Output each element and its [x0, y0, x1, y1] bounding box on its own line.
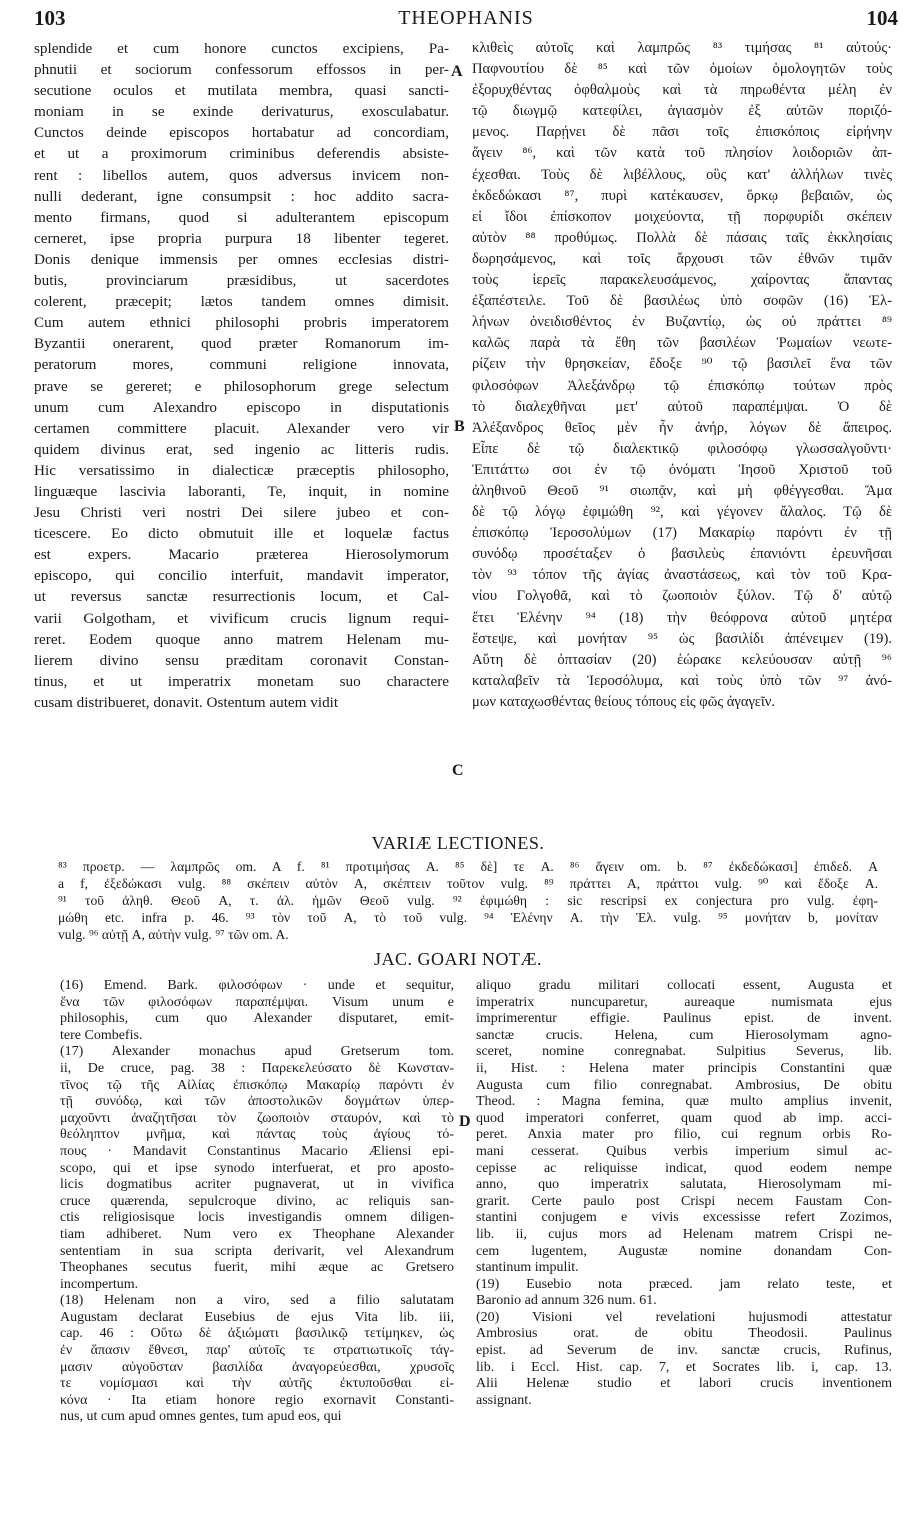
note-line: stantinum impulit. [476, 1260, 579, 1276]
note-line: incompertum. [60, 1276, 139, 1292]
latin-text-line: tinus, et ut imperatrix monetam suo charactere [34, 672, 449, 690]
latin-text-line: cusam distribueret, donavit. Ostentum autem vidit [34, 693, 339, 711]
note-line: ii, Hist. : Helena mater principis Constantini quæ [476, 1060, 892, 1076]
note-line: ἐν ἅπασιν ἔθνεσι, παρ' αὐτοῖς τε στρατιωτικοῖς τάγ- [60, 1343, 454, 1359]
greek-text-line: ρίζειν τὴν θρησκείαν, ἔδοξε ⁹⁰ τῷ βασιλεῖ ἕνα τῶν [472, 356, 892, 373]
variant-reading-line: vulg. ⁹⁶ αὐτῇ A, αὐτὴν vulg. ⁹⁷ τῶν om. A. [58, 927, 289, 943]
greek-text-line: ἄγειν ⁸⁶, καὶ τῶν κατὰ τοῦ πλησίον λοιδοριῶν ἀπ- [472, 145, 892, 162]
note-line: grarit. Certe paulo post Crispi necem Faustam Con- [476, 1193, 892, 1209]
latin-text-line: linguæque lascivia laboranti, Te, inquit, in nomine [34, 482, 449, 500]
latin-text-line: lierem divino sensu præditam coronavit Constan- [34, 651, 449, 669]
note-line: (18) Helenam non a viro, sed a filio salutatam [60, 1293, 454, 1309]
note-line: cap. 46 : Οὕτω δὲ ἀξιώματι βασιλικῷ τετίμηκεν, ὡς [60, 1326, 454, 1342]
latin-text-line: certamen committere placuit. Alexander vero vir [34, 419, 449, 437]
variae-lectiones-heading: VARIÆ LECTIONES. [371, 833, 545, 853]
latin-text-line: ticescere. Eo dicto obmutuit ille et loquelæ factus [34, 525, 449, 543]
latin-text-line: secutione oculos et mutilata membra, quasi sancti- [34, 82, 449, 100]
greek-text-line: εἰ ἴδοι ἐπίσκοπον μοιχεύοντα, τῇ πορφυρίδι σκέπειν [472, 208, 892, 225]
note-line: cruce quærenda, sepulcroque divino, ac reliquis san- [60, 1193, 454, 1209]
variae-lectiones [58, 858, 878, 943]
note-line: tiam adhiberet. Num vero ex Theophane Alexander [60, 1226, 454, 1242]
note-line: Augusta cum filio conregnabat. Ambrosius, De obitu [476, 1077, 892, 1093]
note-line: anno, quo imperatrix salutata, Hierosolymam mi- [476, 1177, 892, 1193]
variant-reading-line: ⁸³ προετρ. — λαμπρῶς om. A f. ⁸¹ προτιμήσας A. ⁸⁵ δὲ] τε A. ⁸⁶ ἄγειν om. b. ⁸⁷ ἐκδεδώκασι] ἐπιδεδ. A [58, 859, 878, 874]
latin-text-line: quidem divinus erat, sed ingenio ac litteris rudis. [34, 440, 449, 458]
latin-text-line: episcopo, qui concilio interfuit, mandavit imperator, [34, 567, 449, 585]
greek-text-line: Εἶπε δὲ τῷ διαλεκτικῷ φιλοσόφῳ γλωσσαλγοῦντι· [472, 440, 892, 457]
latin-text-line: peratorum mores, communi religione innovata, [34, 356, 449, 374]
note-line: μαχοῦντι ἀναζητῆσαι τὸν ζωοποιὸν σταυρόν, καὶ τὸ [60, 1110, 454, 1126]
greek-text-line: ἔτει Ἑλένην ⁹⁴ (18) τὴν θεόφρονα αὐτοῦ μητέρα [472, 609, 892, 626]
note-line: aliquo gradu militari collocati essent, Augusta et [476, 978, 892, 993]
greek-text-line: αὐτὸν ⁸⁸ προθύμως. Πολλὰ δὲ πάσαις ταῖς ἐκκλησίαις [472, 229, 892, 246]
note-line: sanctæ crucis. Helena, cum Hierosolymam agno- [476, 1027, 892, 1043]
greek-text-line: ἐπισκόπῳ Ἱεροσολύμων (17) Μακαρίῳ παρόντι ἐν τῇ [472, 525, 892, 542]
latin-text-line: cerneret, ipse propria purpura 18 libenter tegeret. [34, 229, 449, 247]
note-line: Ambrosius orat. de obitu Theodosii. Paulinus [476, 1326, 892, 1342]
greek-column [472, 38, 892, 713]
latin-text-line: splendide et cum honore cunctos excipiens, Pa- [34, 40, 449, 57]
variant-reading-line: ⁹¹ τοῦ ἀληθ. Θεοῦ A, τ. ἀλ. ἡμῶν Θεοῦ vulg. ⁹² ἐφιμώθη : sic rescripsi ex conjectura pro vulg. ἐφη- [58, 893, 878, 909]
running-header [34, 6, 898, 36]
greek-text-line: δωρησάμενος, καὶ τοῖς ἄρχουσι τῶν ἐθνῶν τιμᾶν [472, 250, 892, 267]
variant-reading-line: a f, ἐξεδώκασι vulg. ⁸⁸ σκέπειν αὐτὸν A, σκέπτειν τοῦτον vulg. ⁸⁹ πράττει A, πράττοι vulg. ⁹⁰ καὶ ἔδοξε A. [58, 876, 878, 892]
note-line: Theophanes secutus fuerit, mihi æque ac Gretsero [60, 1260, 454, 1276]
latin-text-line: varii Golgotham, et vivificum crucis lignum requi- [34, 609, 449, 627]
note-line: lib. i Eccl. Hist. cap. 7, et Socrates lib. i, cap. 13. [476, 1359, 892, 1375]
note-line: philosophis, cum quo Alexander disputaret, emit- [60, 1011, 454, 1027]
note-line: nus, ut cum apud omnes gentes, tum apud eos, qui [60, 1409, 342, 1425]
note-line: peret. Anxia mater pro filio, cui regnum orbis Ro- [476, 1127, 892, 1143]
latin-text-line: et ut a proximorum criminibus deferendis absiste- [34, 145, 449, 163]
note-line: imprimerentur effigie. Paulinus epist. de invent. [476, 1011, 892, 1027]
note-line: ἕνα τῶν φιλοσόφων παραπέμψαι. Visum unum e [60, 994, 454, 1010]
latin-column [34, 38, 449, 713]
latin-text-line: Cum autem ethnici philosophi probris imperatorem [34, 314, 449, 332]
greek-text-line: φιλοσόφων Ἀλεξάνδρῳ τῷ ἐπισκόπῳ τούτων πρὸς [472, 377, 892, 394]
margin-letter-d: D [459, 1113, 471, 1130]
note-line: Augustam declarat Eusebius de ejus Vita lib. iii, [60, 1309, 454, 1325]
greek-text-line: τῷ διωγμῷ κατεφίλει, ἁγιασμὸν ἐξ αὐτῶν ποριζό- [472, 103, 892, 120]
notes-column-left [60, 978, 454, 1426]
note-line: mani cesserat. Quibus verbis imperium simul ac- [476, 1143, 892, 1159]
greek-text-line: καταλαβεῖν τὰ Ἱεροσόλυμα, καὶ τοὺς ὑπὸ τῶν ⁹⁷ ἀνό- [472, 672, 892, 689]
note-line: τῖνος τῷ τῆς Αἰλίας ἐπισκόπῳ Μακαρίῳ παρόντι ἐν [60, 1077, 454, 1093]
latin-text-line: mento firmans, quod si adulterantem episcopum [34, 208, 449, 226]
variant-reading-line: μώθη etc. infra p. 46. ⁹³ τὸν τοῦ A, τὸ τοῦ vulg. ⁹⁴ Ἑλένην A. τὴν Ἑλ. vulg. ⁹⁵ μονήταν b, μονίταν [58, 910, 878, 926]
note-line: (19) Eusebio nota præced. jam relato teste, et [476, 1276, 892, 1292]
page-number-left: 103 [34, 6, 66, 30]
note-line: Alii Helenæ studio et labori crucis inventionem [476, 1376, 892, 1392]
latin-text-line: prave se gereret; e philosophorum grege selectum [34, 377, 449, 395]
margin-letter-c: C [452, 762, 464, 779]
note-line: imperatrix nuncuparetur, aureaque numismata ejus [476, 994, 892, 1010]
note-line: (20) Visioni vel revelationi hujusmodi attestatur [476, 1309, 892, 1325]
greek-text-line: τὸ διαλεχθῆναι μετ' αὐτοῦ παραπέμψαι. Ὁ δὲ [472, 398, 892, 415]
greek-text-line: ἐκδεδώκασι ⁸⁷, πυρὶ κατέκαυσεν, ὅρκῳ βεβαιῶν, ὡς [472, 187, 892, 204]
greek-text-line: τοὺς ἱερεῖς παρακελευσάμενος, χαίροντας ἅπαντας [472, 272, 892, 289]
note-line: κόνα · Ita etiam honore regio exornavit Constanti- [60, 1392, 454, 1408]
note-line: ii, De cruce, pag. 38 : Παρεκελεύσατο δὲ Κωνσταν- [60, 1060, 454, 1076]
greek-text-line: Ἐπιτάττω σοι ἐν τῷ ὀνόματι Ἰησοῦ Χριστοῦ τοῦ [472, 461, 892, 478]
notae-heading: JAC. GOARI NOTÆ. [373, 949, 542, 969]
notes-column-right [476, 978, 892, 1409]
latin-text-line: Jesu Christi veri nostri Dei silere jubeo et con- [34, 504, 449, 522]
greek-text-line: μων καταχωσθέντας θείους τόπους εἰς φῶς ἀγαγεῖν. [472, 693, 775, 710]
greek-text-line: καλῶς παρὰ τὰ ἔθη τῶν βασιλέων Ῥωμαίων νεωτε- [472, 335, 892, 352]
latin-text-line: moniam in se exinde derivaturus, exosculabatur. [34, 103, 449, 121]
note-line: assignant. [476, 1392, 532, 1408]
latin-text-line: Donis denique immensis per omnes ecclesias distri- [34, 250, 449, 268]
note-line: licis dogmatibus acriter pugnaverat, ut in vivifica [60, 1177, 454, 1193]
latin-text-line: unum cum Alexandro episcopo in disputationis [34, 398, 449, 416]
note-line: tere Combefis. [60, 1027, 143, 1043]
latin-text-line: rent : libellos autem, quos adversus invicem non- [34, 166, 449, 184]
note-line: ctis religiosisque locis investigandis omnem diligen- [60, 1210, 454, 1226]
latin-text-line: butis, provinciarum præsidibus, ut sacerdotes [34, 272, 449, 290]
greek-text-line: τὸν ⁹³ τόπον τῆς ἁγίας ἀναστάσεως, καὶ τὸν τοῦ Κρα- [472, 567, 892, 584]
latin-text-line: colerent, præcepit; lætos tandem omnes dimisit. [34, 293, 449, 311]
latin-text-line: phnutii et sociorum confessorum effossos in per- [34, 61, 449, 79]
note-line: scopo, qui et ipse synodo interfuerat, et pro aposto- [60, 1160, 454, 1176]
latin-text-line: Cunctos deinde episcopos hortabatur ad concordiam, [34, 124, 449, 142]
greek-text-line: Παφνουτίου δὲ ⁸⁵ καὶ τῶν ὁμοίων ὁμολογητῶν τοὺς [472, 61, 892, 78]
greek-text-line: μενος. Παρῄνει δὲ πᾶσι τοῖς ἐπισκόποις εἰρήνην [472, 124, 892, 141]
latin-text-line: est expers. Macario præterea Hierosolymorum [34, 546, 449, 564]
greek-text-line: ἐξορυχθέντας ὀφθαλμοὺς καὶ τὰ πηρωθέντα μέλη ἐν [472, 82, 892, 99]
page-number-right: 104 [866, 6, 898, 30]
note-line: cepisse ac reliquisse indicat, quod eodem nempe [476, 1160, 892, 1176]
running-title: THEOPHANIS [398, 7, 534, 29]
note-line: (17) Alexander monachus apud Gretserum tom. [60, 1044, 454, 1060]
note-line: μασιν αὐγοῦσταν βασιλίδα ἀναγορεύεσθαι, χρυσοῖς [60, 1359, 454, 1375]
note-line: cem lugentem, Augustæ nomine donandam Con- [476, 1243, 892, 1259]
latin-text-line: Hic versatissimo in dialecticæ præceptis philosopho, [34, 461, 449, 479]
latin-text-line: reret. Eodem quoque anno matrem Helenam mu- [34, 630, 449, 648]
note-line: sententiam in sua scripta derivarit, vel Alexandrum [60, 1243, 454, 1259]
note-line: lib. ii, cujus mors ad Helenam matrem Crispi ne- [476, 1226, 892, 1242]
note-line: stantini conjugem e vivis excessisse refert Zozimos, [476, 1210, 892, 1226]
greek-text-line: Ἀλέξανδρος θεῖος μὲν ἦν ἀνήρ, λόγων δὲ ἄπειρος. [472, 419, 892, 436]
margin-letter-b: B [454, 418, 465, 435]
note-line: (16) Emend. Bark. φιλοσόφων · unde et sequitur, [60, 978, 454, 993]
latin-text-line: ut reversus sanctæ resurrectionis locum, et Cal- [34, 588, 449, 606]
note-line: πους · Mandavit Constantinus Macario Æliensi epi- [60, 1143, 454, 1159]
greek-text-line: έχεσθαι. Τοὺς δὲ λιβέλλους, οὓς κατ' ἀλλήλων τινὲς [472, 166, 892, 183]
latin-text-line: nulli dederant, igne consumpsit : hoc addito sacra- [34, 187, 449, 205]
note-line: Baronio ad annum 326 num. 61. [476, 1293, 657, 1309]
note-line: τῇ συνόδῳ, καὶ τῶν ἀποστολικῶν δογμάτων ὑπερ- [60, 1094, 454, 1110]
latin-text-line: Byzantii onerarent, quod præter Romanorum im- [34, 335, 449, 353]
note-line: τε νομίσμασι καὶ τὴν αὐτῆς ἐκτυποῦσθαι εἰ- [60, 1376, 454, 1392]
margin-letter-a: A [451, 63, 463, 80]
greek-text-line: νίου Γολγοθᾶ, καὶ τὸ ζωοποιὸν ξύλον. Τῷ δ' αὐτῷ [472, 588, 892, 605]
greek-text-line: ἐξαπέστειλε. Τοῦ δὲ βασιλέως ὑπὸ σοφῶν (16) Ἑλ- [472, 293, 892, 310]
greek-text-line: δὲ τῷ λόγῳ ἐφιμώθη ⁹², καὶ γέγονεν ἄλαλος. Τῷ δὲ [472, 504, 892, 521]
greek-text-line: λήνων ὀνειδισθέντος ἐν Βυζαντίῳ, ὡς οὐ πράττει ⁸⁹ [472, 314, 892, 331]
greek-text-line: ἀληθινοῦ Θεοῦ ⁹¹ σιωπᾷν, καὶ μὴ φθέγγεσθαι. Ἅμα [472, 482, 892, 499]
note-line: sceret, nomine conregnabat. Sulpitius Severus, lib. [476, 1044, 892, 1060]
note-line: θεόληπτον μνῆμα, καὶ πάντας τοὺς ἁγίους τό- [60, 1127, 454, 1143]
greek-text-line: συνόδῳ προσέταξεν ὁ βασιλεὺς ἐπανιόντι ἐρευνῆσαι [472, 546, 892, 563]
note-line: epist. ad Severum de inv. sanctæ crucis, Rufinus, [476, 1343, 892, 1359]
note-line: Theod. : Magna femina, quæ multo amplius invenit, [476, 1094, 892, 1110]
greek-text-line: Αὕτη δὲ ὀπτασίαν (20) ἑώρακε κελεύουσαν αὐτῇ ⁹⁶ [472, 651, 892, 668]
note-line: quod imperatori conferret, quam quod ab imp. acci- [476, 1110, 892, 1126]
greek-text-line: ἔστεψε, καὶ μονήταν ⁹⁵ ὡς βασιλίδι ἀπένειμεν (19). [472, 630, 892, 647]
greek-text-line: κλιθεὶς αὐτοῖς καὶ λαμπρῶς ⁸³ τιμήσας ⁸¹ αὐτούς· [472, 40, 892, 56]
